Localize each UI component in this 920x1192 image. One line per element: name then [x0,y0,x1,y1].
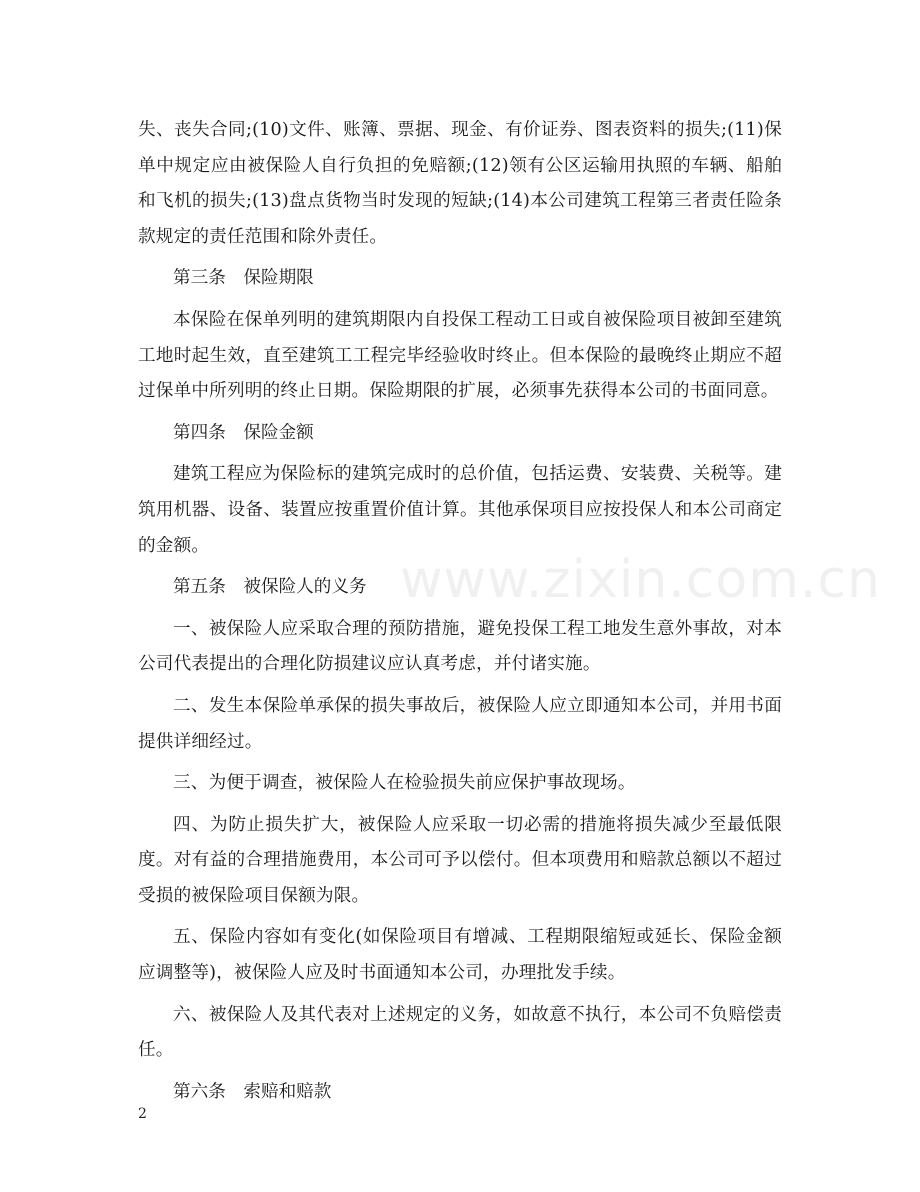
paragraph-obligation-5: 五、保险内容如有变化(如保险项目有增减、工程期限缩短或延长、保险金额应调整等)，被保险人应及时书面通知本公司，办理批发手续。 [138,927,782,984]
heading-article-4: 第四条 保险金额 [173,422,314,443]
heading-article-5: 第五条 被保险人的义务 [173,577,367,598]
heading-article-6: 第六条 索赔和赔款 [173,1081,332,1102]
paragraph-obligation-2: 二、发生本保险单承保的损失事故后，被保险人应立即通知本公司，并用书面提供详细经过。 [138,695,782,752]
heading-article-3: 第三条 保险期限 [173,268,314,289]
paragraph-obligation-4: 四、为防止损失扩大，被保险人应采取一切必需的措施将损失减少至最低限度。对有益的合理措施费用，本公司可予以偿付。但本项费用和赔款总额以不超过受损的被保险项目保额为限。 [138,814,782,906]
watermark: www.zixin.com.cn [400,550,881,610]
paragraph-exclusions-continued: 失、丧失合同;(10)文件、账簿、票据、现金、有价证券、图表资料的损失;(11)保单中规定应由被保险人自行负担的免赔额;(12)领有公区运输用执照的车辆、船舶和飞机的损失;(13)盘点货物当时发现的短缺;(14)本公司建筑工程第三者责任险条款规定的责任范围和除外责任。 [138,120,782,247]
paragraph-insurance-period: 本保险在保单列明的建筑期限内自投保工程动工日或自被保险项目被卸至建筑工地时起生效，直至建筑工工程完毕经验收时终止。但本保险的最晚终止期应不超过保单中所列明的终止日期。保险期限的扩展，必须事先获得本公司的书面同意。 [138,309,782,402]
paragraph-obligation-3: 三、为便于调查，被保险人在检验损失前应保护事故现场。 [173,773,636,794]
page-number: 2 [138,1106,147,1122]
paragraph-obligation-6: 六、被保险人及其代表对上述规定的义务，如故意不执行，本公司不负赔偿责任。 [138,1004,782,1061]
document-body [138,113,782,1116]
paragraph-obligation-1: 一、被保险人应采取合理的预防措施，避免投保工程工地发生意外事故，对本公司代表提出的合理化防损建议应认真考虑，并付诸实施。 [138,618,782,675]
paragraph-insured-amount: 建筑工程应为保险标的建筑完成时的总价值，包括运费、安装费、关税等。建筑用机器、设备、装置应按重置价值计算。其他承保项目应按投保人和本公司商定的金额。 [138,464,782,556]
